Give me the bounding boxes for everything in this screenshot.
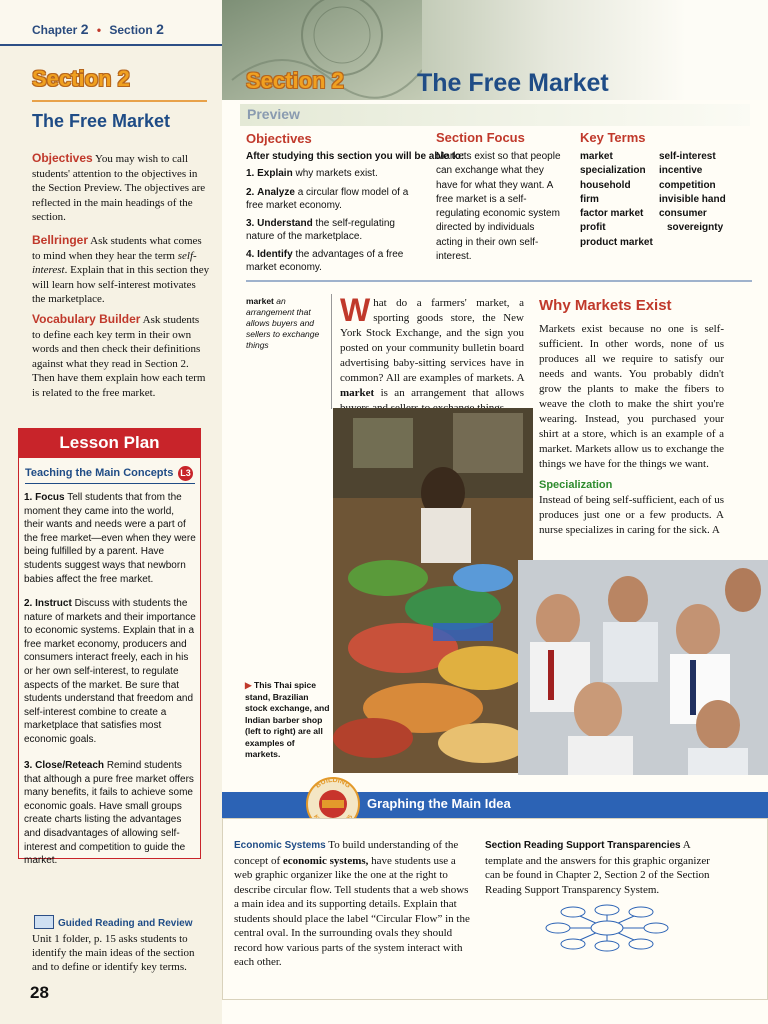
- objective-num: 2.: [246, 187, 255, 198]
- key-term: factor market: [580, 208, 644, 220]
- objective-verb: Explain: [257, 168, 293, 179]
- key-terms-col-1: [580, 150, 653, 250]
- step-text: Remind students that although a pure free market offers many benefits, it fails to achieve some economic goals. Have small groups create charts listing the advantages and disadvantages of allowing self-interest and competition to guide the market.: [24, 760, 194, 867]
- section-number: 2: [156, 21, 164, 37]
- key-term: self-interest: [659, 151, 716, 162]
- objectives-text: You may wish to call students' attention to the objectives in the Section Preview. The objectives are reflected in the main headings of the section.: [32, 153, 206, 223]
- definition-term: market: [246, 296, 274, 306]
- drop-cap: W: [340, 292, 371, 328]
- objective-text: a circular flow model of a free market economy.: [246, 187, 409, 211]
- guided-reading-title: Guided Reading and Review: [58, 918, 193, 929]
- teaching-main-concepts-title: Teaching the Main Concepts: [25, 467, 174, 479]
- why-markets-heading: Why Markets Exist: [539, 297, 672, 314]
- step-label: 1. Focus: [24, 492, 65, 503]
- objective-text: the advantages of a free market economy.: [246, 249, 404, 273]
- objective-text: the self-regulating nature of the marketplace.: [246, 218, 395, 242]
- lesson-plan-header: Lesson Plan: [18, 428, 201, 458]
- key-term: consumer: [659, 208, 707, 220]
- bellringer-note: [32, 233, 210, 307]
- level-badge: L3: [178, 466, 193, 481]
- intro-text-1: hat do a farmers' market, a sporting goods store, the New York Stock Exchange, and the sign you posted on your community bulletin board advertising baby-sitting services have in common? All are examples of markets. A: [340, 297, 524, 384]
- objectives-label: Objectives: [32, 151, 93, 165]
- page-number: 28: [30, 983, 49, 1002]
- margin-definition: [246, 296, 328, 351]
- section-focus-text: Markets exist so that people can exchange what they have for what they want. A free market is a self-regulating economic system directed by individuals acting in their own self-interest.: [436, 151, 561, 263]
- intro-text-2: is an arrangement that allows: [380, 387, 524, 399]
- step-text: Tell students that from the moment they came into the world, their wants and needs were a part of the free market—even when they were being fulfilled by a parent. Have students suggest ways that newborn babies affect the free market.: [24, 492, 196, 585]
- left-title: The Free Market: [32, 111, 171, 131]
- transparencies-text: A template and the answers for this graphic organizer can be found in Chapter 2, Section 2 of the Section Reading Support Transparency System.: [485, 839, 710, 896]
- objective-num: 4.: [246, 249, 255, 260]
- bellringer-term: self-interest: [32, 249, 197, 276]
- divider: [32, 100, 207, 102]
- objective-num: 3.: [246, 218, 255, 229]
- preview-label: Preview: [247, 106, 300, 122]
- divider: [331, 294, 332, 409]
- specialization-heading: Specialization: [539, 479, 613, 491]
- section-focus-heading: Section Focus: [436, 130, 525, 145]
- preview-band: [240, 104, 750, 126]
- bellringer-text-1: Ask students what comes to mind when they hear the term: [32, 235, 202, 262]
- key-term: product market: [580, 236, 653, 248]
- objective-verb: Understand: [257, 218, 313, 229]
- econ-text-1: To build understanding of the concept of: [234, 839, 459, 867]
- econ-term: economic systems,: [282, 854, 369, 867]
- key-term: sovereignty: [667, 222, 724, 234]
- objective-item: [246, 186, 426, 212]
- chapter-section-tab: [32, 21, 164, 37]
- key-term: competition: [659, 179, 716, 191]
- key-term: incentive: [659, 165, 703, 177]
- web-graphic-organizer: [545, 903, 670, 953]
- lesson-step-focus: [24, 491, 196, 586]
- bellringer-text-2: . Explain that in this section they will learn how self-interest motivates the marketplace.: [32, 264, 210, 305]
- key-term: specialization: [580, 165, 646, 177]
- page-title: The Free Market: [417, 69, 609, 97]
- step-label: 2. Instruct: [24, 598, 72, 609]
- objective-verb: Analyze: [257, 187, 295, 198]
- caption-arrow-icon: ▶: [245, 680, 252, 690]
- bellringer-label: Bellringer: [32, 233, 89, 247]
- objectives-heading: Objectives: [246, 131, 312, 146]
- transparencies-paragraph: [485, 838, 725, 897]
- section-prefix: Section: [109, 23, 153, 37]
- section-badge-left: Section 2: [32, 66, 130, 91]
- definition-text: an arrangement that allows buyers and sellers to exchange things: [246, 296, 320, 350]
- objectives-intro: After studying this section you will be able to:: [246, 151, 465, 162]
- caption-text: This Thai spice stand, Brazilian stock exchange, and Indian barber shop (left to right) are all examples of markets.: [245, 680, 330, 759]
- key-term: market: [580, 151, 613, 162]
- graphing-main-idea-title: Graphing the Main Idea: [367, 796, 511, 811]
- photo-caption: [245, 680, 330, 761]
- objective-verb: Identify: [257, 249, 293, 260]
- lesson-step-instruct: [24, 597, 196, 747]
- lesson-step-close: [24, 759, 196, 868]
- economic-systems-paragraph: [234, 838, 472, 970]
- folder-icon: [34, 915, 54, 929]
- objectives-note: [32, 151, 210, 225]
- why-markets-text: Markets exist because no one is self-sufficient. In other words, none of us produces all we require to satisfy our needs and wants. You probably didn't grow the plants to make the fibers to weave the cloth to make the shirt you're wearing. Instead, you purchased your shirt at a store, which is an example of a market. Markets allow us to exchange the things we have for the things we want.: [539, 323, 724, 470]
- objective-item: [246, 248, 426, 274]
- intro-term: market: [340, 387, 375, 399]
- section-badge-right: Section 2: [246, 68, 344, 93]
- objective-item: [246, 167, 426, 180]
- bullet-separator: •: [96, 23, 102, 37]
- key-term: profit: [580, 222, 606, 234]
- divider: [246, 280, 752, 282]
- brazilian-stock-exchange-photo: [518, 560, 768, 775]
- vocabulary-text: Ask students to define each key term in their own words and then check their definitions against what they read in Section 2. Then have them explain how each term is related to the free market.: [32, 314, 206, 399]
- objective-num: 1.: [246, 168, 255, 179]
- vocabulary-note: [32, 312, 210, 400]
- divider: [25, 483, 195, 484]
- key-terms-col-2: [659, 150, 726, 236]
- intro-paragraph: [340, 292, 524, 416]
- thai-spice-stand-photo: [333, 408, 533, 773]
- transparencies-label: Section Reading Support Transparencies: [485, 840, 681, 851]
- guided-reading-text: Unit 1 folder, p. 15 asks students to identify the main ideas of the section and to define or identify key terms.: [32, 933, 195, 973]
- key-term: invisible hand: [659, 193, 726, 205]
- key-terms-heading: Key Terms: [580, 130, 646, 145]
- objective-item: [246, 217, 426, 243]
- step-label: 3. Close/Reteach: [24, 760, 105, 771]
- key-term: household: [580, 179, 631, 191]
- chapter-prefix: Chapter: [32, 23, 78, 37]
- specialization-text: Instead of being self-sufficient, each of us produces just one or a few products. A nurse specializes in caring for the sick. A: [539, 494, 724, 536]
- vocabulary-label: Vocabulary Builder: [32, 312, 141, 326]
- badge-top-text: BUILDING: [314, 776, 352, 790]
- chapter-number: 2: [80, 21, 89, 37]
- step-text: Discuss with students the nature of markets and their importance to economic systems. Explain that in a free market economy, producers and consumers interact freely, each in his or her own self-interest, to regulate aspects of the market. Be sure that students understand that freedom and self-interest combine to create a marketplace that satisfies most economic goals.: [24, 598, 196, 745]
- objective-text: why markets exist.: [295, 168, 378, 179]
- economic-systems-label: Economic Systems: [234, 840, 326, 851]
- econ-text-2: have students use a web graphic organizer like the one at the right to describe circular flow. Tell students that a web shows a main idea and its supporting details. Explain that students should place the label “Circular Flow” in the central oval. In the surrounding ovals they should record how various parts of the system interact with each other.: [234, 854, 470, 968]
- key-term: firm: [580, 193, 599, 205]
